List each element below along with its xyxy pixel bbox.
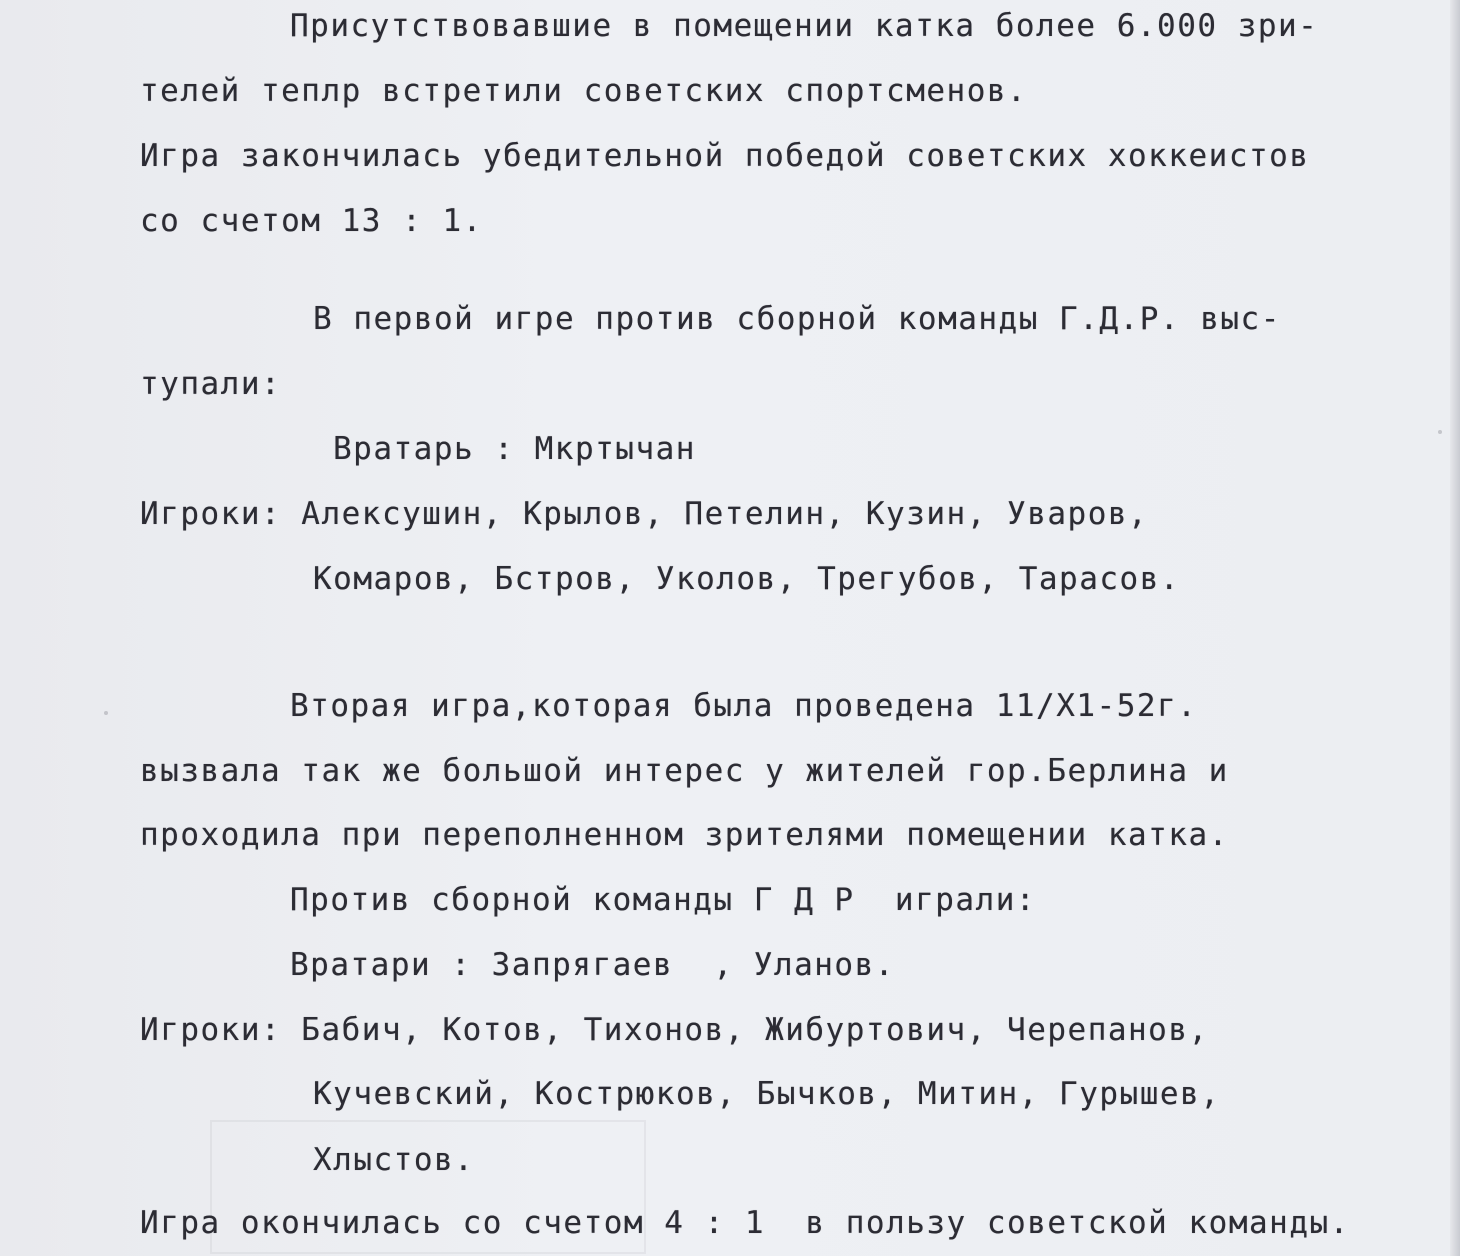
text-line-8: Игроки: Алексушин, Крылов, Петелин, Кузин, Уваров, [140, 496, 1149, 532]
text-line-18: Игра окончилась со счетом 4 : 1 в пользу советской команды. [140, 1205, 1350, 1241]
text-line-7: Вратарь : Мкртычан [333, 431, 696, 467]
text-line-16: Кучевский, Кострюков, Бычков, Митин, Гурышев, [313, 1076, 1221, 1112]
text-line-1: Присутствовавшие в помещении катка более 6.000 зри- [290, 8, 1319, 44]
text-line-17: Хлыстов. [313, 1142, 475, 1178]
text-line-3: Игра закончилась убедительной победой советских хоккеистов [140, 138, 1310, 174]
paper-speck [1438, 430, 1442, 434]
text-line-6: тупали: [140, 366, 282, 402]
text-line-11: вызвала так же большой интерес у жителей гор.Берлина и [140, 753, 1229, 789]
paper-speck [104, 711, 108, 715]
text-line-14: Вратари : Запрягаев , Уланов. [290, 947, 895, 983]
text-line-12: проходила при переполненном зрителями помещении катка. [140, 817, 1229, 853]
text-line-9: Комаров, Бстров, Уколов, Трегубов, Тарасов. [313, 561, 1181, 597]
text-line-13: Против сборной команды Г Д Р играли: [290, 882, 1037, 918]
text-line-15: Игроки: Бабич, Котов, Тихонов, Жибуртович, Черепанов, [140, 1012, 1209, 1048]
text-line-2: телей теплр встретили советских спортсменов. [140, 73, 1028, 109]
text-line-10: Вторая игра,которая была проведена 11/Х1-52г. [290, 688, 1198, 724]
text-line-5: В первой игре против сборной команды Г.Д.Р. выс- [313, 301, 1281, 337]
page-edge-shadow [1450, 0, 1460, 1256]
text-line-4: со счетом 13 : 1. [140, 203, 483, 239]
